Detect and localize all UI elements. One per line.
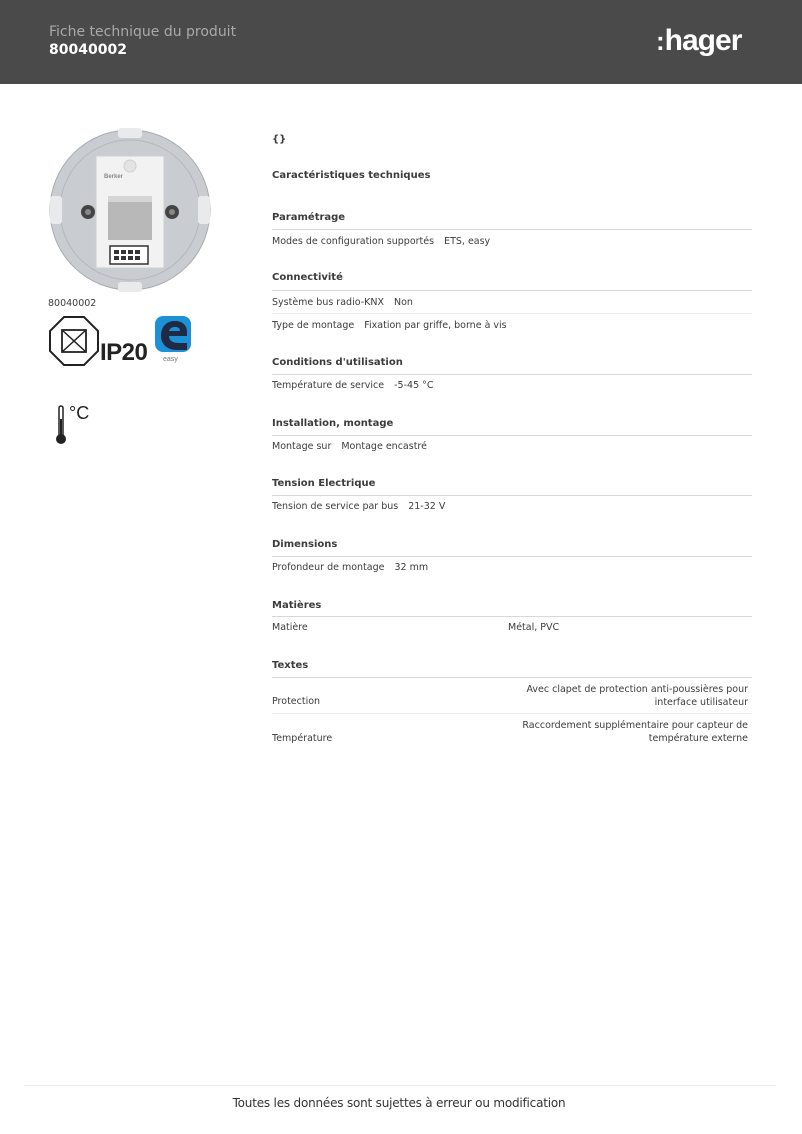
- ip-rating-label: IP20: [100, 339, 148, 366]
- document-subtitle: Fiche technique du produit: [49, 24, 237, 40]
- section-title-tension: Tension Electrique: [272, 478, 376, 489]
- spec-label: Modes de configuration supportés: [272, 236, 435, 247]
- spec-value: Montage encastré: [341, 441, 427, 452]
- section-divider: [272, 435, 752, 436]
- spec-value: Métal, PVC: [508, 622, 560, 633]
- spec-row: [272, 380, 434, 391]
- spec-value: -5-45 °C: [394, 380, 434, 391]
- section-title-dimensions: Dimensions: [272, 539, 338, 550]
- spec-value: Non: [393, 297, 413, 308]
- section-title-conditions: Conditions d'utilisation: [272, 357, 403, 368]
- spec-label: Système bus radio-KNX: [272, 297, 384, 308]
- spec-label: Matière: [272, 622, 308, 633]
- spec-row: [272, 320, 507, 331]
- spec-label: Montage sur: [272, 441, 332, 452]
- spec-label: Température de service: [272, 380, 385, 391]
- image-caption-reference: 80040002: [48, 298, 97, 309]
- section-divider: [272, 495, 752, 496]
- spec-row: [272, 441, 427, 452]
- spec-value: 32 mm: [394, 562, 429, 573]
- section-title-matieres: Matières: [272, 600, 322, 611]
- spec-value: Avec clapet de protection anti-poussières pour interface utilisateur: [526, 684, 748, 708]
- spec-value: ETS, easy: [444, 236, 491, 247]
- hager-logo: :hager: [656, 24, 742, 57]
- spec-label: Protection: [272, 696, 321, 707]
- easy-label: easy: [163, 356, 178, 363]
- section-divider: [272, 556, 752, 557]
- section-divider: [272, 677, 752, 678]
- temperature-unit-label: °C: [69, 403, 90, 423]
- product-reference: 80040002: [49, 42, 127, 58]
- section-title-textes: Textes: [272, 660, 309, 671]
- row-divider: [272, 713, 752, 714]
- spec-label: Profondeur de montage: [272, 562, 385, 573]
- spec-label: Tension de service par bus: [272, 501, 399, 512]
- svg-text:Berker: Berker: [104, 174, 124, 180]
- spec-value: 21-32 V: [408, 501, 446, 512]
- spec-value: Fixation par griffe, borne à vis: [364, 320, 507, 331]
- section-divider: [272, 616, 752, 617]
- technical-characteristics-title: Caractéristiques techniques: [272, 170, 431, 181]
- section-divider: [272, 374, 752, 375]
- row-divider: [272, 313, 752, 314]
- section-title-installation: Installation, montage: [272, 418, 394, 429]
- footer-divider: [24, 1085, 776, 1086]
- section-divider: [272, 290, 752, 291]
- ip-protection-icon: [48, 315, 100, 367]
- spec-label: Type de montage: [272, 320, 355, 331]
- footer-disclaimer: Toutes les données sont sujettes à erreur ou modification: [232, 1096, 566, 1110]
- section-divider: [272, 229, 752, 230]
- spec-row: [272, 562, 428, 573]
- spec-row: [272, 236, 490, 247]
- placeholder-braces: {}: [272, 134, 287, 145]
- section-title-connectivite: Connectivité: [272, 272, 343, 283]
- thermometer-icon: [55, 405, 67, 445]
- page-header: [0, 0, 802, 84]
- product-image: [48, 126, 212, 294]
- spec-label: Température: [272, 733, 333, 744]
- spec-row: [272, 297, 413, 308]
- spec-row: [272, 501, 445, 512]
- spec-value: Raccordement supplémentaire pour capteur de température externe: [522, 720, 748, 744]
- section-title-parametrage: Paramétrage: [272, 212, 346, 223]
- easy-logo-icon: [155, 316, 191, 352]
